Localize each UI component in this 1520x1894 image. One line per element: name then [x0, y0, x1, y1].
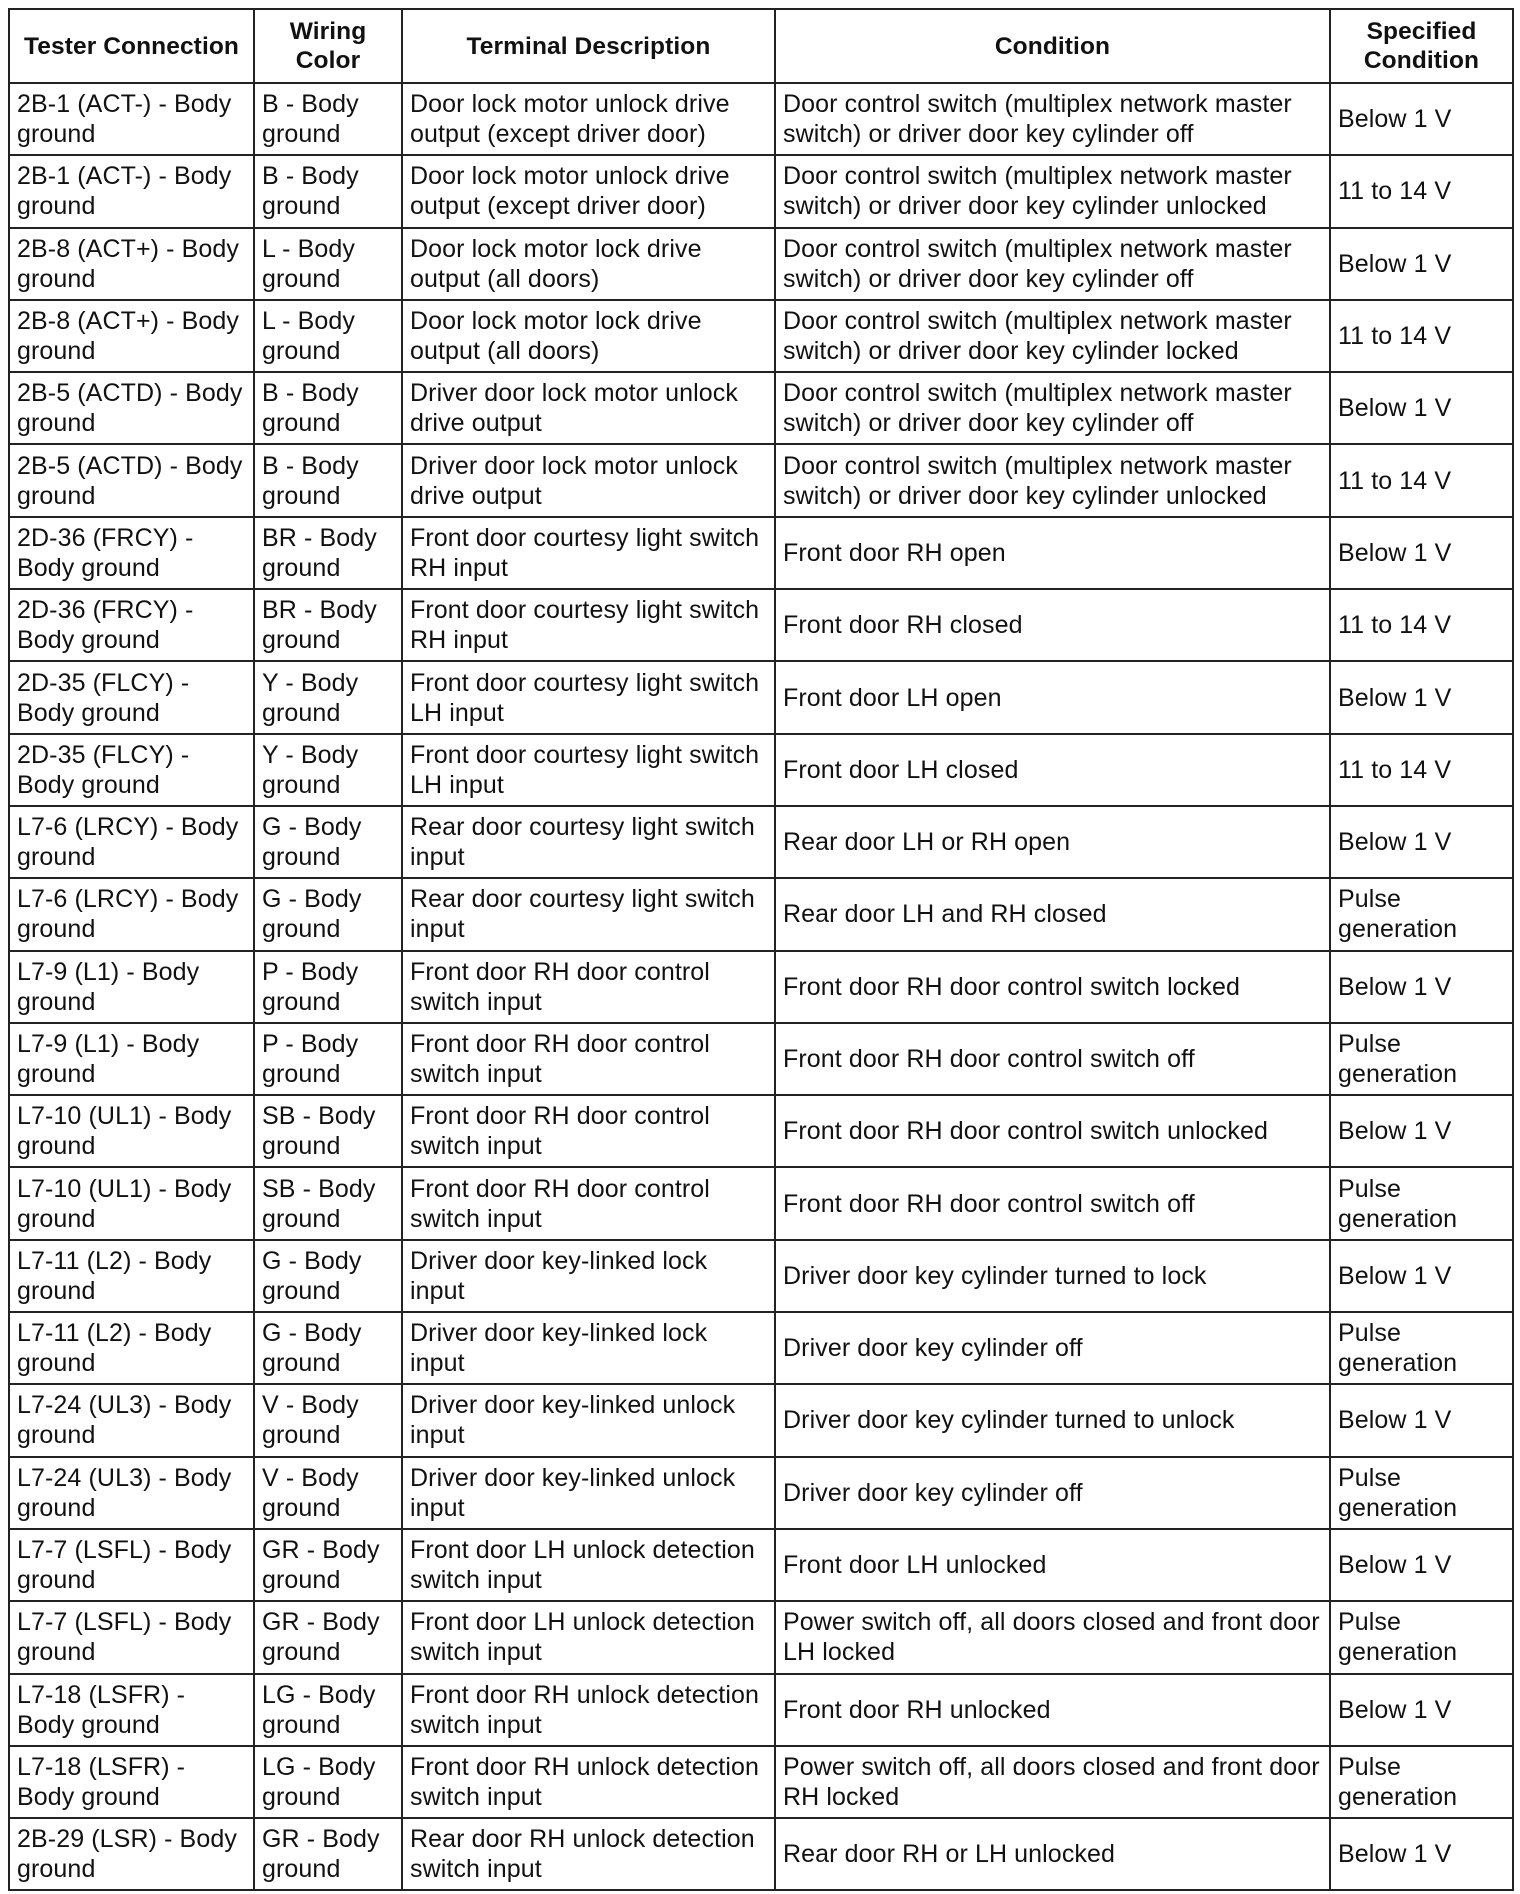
cell-tester-connection: L7-9 (L1) - Body ground — [9, 951, 254, 1023]
cell-specified-condition: Below 1 V — [1330, 83, 1513, 155]
table-row — [9, 372, 1513, 444]
cell-condition: Front door RH door control switch unlocked — [775, 1095, 1330, 1167]
table-row — [9, 517, 1513, 589]
cell-wiring-color: V - Body ground — [254, 1384, 402, 1456]
cell-condition: Front door LH unlocked — [775, 1529, 1330, 1601]
cell-tester-connection: 2D-35 (FLCY) - Body ground — [9, 734, 254, 806]
cell-tester-connection: L7-7 (LSFL) - Body ground — [9, 1529, 254, 1601]
table-row — [9, 1746, 1513, 1818]
cell-tester-connection: L7-9 (L1) - Body ground — [9, 1023, 254, 1095]
cell-wiring-color: Y - Body ground — [254, 734, 402, 806]
cell-tester-connection: L7-24 (UL3) - Body ground — [9, 1384, 254, 1456]
table-row — [9, 1384, 1513, 1456]
cell-tester-connection: 2D-36 (FRCY) - Body ground — [9, 589, 254, 661]
cell-specified-condition: Below 1 V — [1330, 372, 1513, 444]
cell-tester-connection: L7-6 (LRCY) - Body ground — [9, 806, 254, 878]
cell-terminal-description: Front door courtesy light switch LH input — [402, 661, 775, 733]
cell-condition: Rear door LH or RH open — [775, 806, 1330, 878]
cell-wiring-color: BR - Body ground — [254, 589, 402, 661]
cell-specified-condition: Below 1 V — [1330, 1240, 1513, 1312]
cell-condition: Driver door key cylinder off — [775, 1457, 1330, 1529]
cell-condition: Power switch off, all doors closed and front door RH locked — [775, 1746, 1330, 1818]
cell-terminal-description: Front door RH door control switch input — [402, 1167, 775, 1239]
cell-condition: Rear door RH or LH unlocked — [775, 1818, 1330, 1890]
cell-terminal-description: Front door RH door control switch input — [402, 1023, 775, 1095]
cell-terminal-description: Front door RH unlock detection switch input — [402, 1746, 775, 1818]
cell-tester-connection: L7-24 (UL3) - Body ground — [9, 1457, 254, 1529]
cell-wiring-color: B - Body ground — [254, 83, 402, 155]
cell-terminal-description: Driver door key-linked lock input — [402, 1240, 775, 1312]
table-row — [9, 1167, 1513, 1239]
cell-tester-connection: 2B-8 (ACT+) - Body ground — [9, 300, 254, 372]
cell-wiring-color: GR - Body ground — [254, 1529, 402, 1601]
cell-wiring-color: G - Body ground — [254, 1240, 402, 1312]
cell-specified-condition: 11 to 14 V — [1330, 589, 1513, 661]
cell-terminal-description: Driver door lock motor unlock drive output — [402, 372, 775, 444]
cell-specified-condition: Below 1 V — [1330, 1818, 1513, 1890]
cell-specified-condition: Below 1 V — [1330, 1529, 1513, 1601]
cell-tester-connection: L7-11 (L2) - Body ground — [9, 1240, 254, 1312]
cell-condition: Driver door key cylinder turned to unlock — [775, 1384, 1330, 1456]
table-row — [9, 661, 1513, 733]
cell-condition: Door control switch (multiplex network master switch) or driver door key cylinder unlocked — [775, 444, 1330, 516]
cell-terminal-description: Rear door courtesy light switch input — [402, 806, 775, 878]
cell-condition: Driver door key cylinder off — [775, 1312, 1330, 1384]
cell-condition: Door control switch (multiplex network master switch) or driver door key cylinder unlocked — [775, 155, 1330, 227]
cell-condition: Front door RH door control switch locked — [775, 951, 1330, 1023]
cell-terminal-description: Door lock motor lock drive output (all doors) — [402, 228, 775, 300]
column-header-terminal-description: Terminal Description — [402, 9, 775, 83]
cell-wiring-color: SB - Body ground — [254, 1167, 402, 1239]
cell-tester-connection: L7-10 (UL1) - Body ground — [9, 1167, 254, 1239]
cell-specified-condition: 11 to 14 V — [1330, 300, 1513, 372]
cell-specified-condition: 11 to 14 V — [1330, 444, 1513, 516]
cell-terminal-description: Door lock motor lock drive output (all doors) — [402, 300, 775, 372]
cell-wiring-color: SB - Body ground — [254, 1095, 402, 1167]
table-row — [9, 1240, 1513, 1312]
cell-specified-condition: Below 1 V — [1330, 661, 1513, 733]
cell-terminal-description: Front door LH unlock detection switch input — [402, 1601, 775, 1673]
table-row — [9, 1818, 1513, 1890]
cell-terminal-description: Front door courtesy light switch LH input — [402, 734, 775, 806]
cell-condition: Front door RH open — [775, 517, 1330, 589]
table-row — [9, 1457, 1513, 1529]
cell-terminal-description: Driver door lock motor unlock drive output — [402, 444, 775, 516]
column-header-condition: Condition — [775, 9, 1330, 83]
table-row — [9, 228, 1513, 300]
cell-terminal-description: Driver door key-linked unlock input — [402, 1457, 775, 1529]
cell-condition: Rear door LH and RH closed — [775, 878, 1330, 950]
cell-terminal-description: Front door RH door control switch input — [402, 951, 775, 1023]
table-row — [9, 83, 1513, 155]
cell-specified-condition: Pulse generation — [1330, 1167, 1513, 1239]
table-row — [9, 806, 1513, 878]
table-row — [9, 734, 1513, 806]
table-row — [9, 1312, 1513, 1384]
cell-condition: Front door RH unlocked — [775, 1674, 1330, 1746]
cell-specified-condition: Below 1 V — [1330, 806, 1513, 878]
cell-specified-condition: Pulse generation — [1330, 878, 1513, 950]
cell-terminal-description: Driver door key-linked unlock input — [402, 1384, 775, 1456]
cell-condition: Door control switch (multiplex network master switch) or driver door key cylinder off — [775, 372, 1330, 444]
cell-tester-connection: L7-7 (LSFL) - Body ground — [9, 1601, 254, 1673]
table-row — [9, 951, 1513, 1023]
cell-terminal-description: Rear door RH unlock detection switch input — [402, 1818, 775, 1890]
cell-tester-connection: 2B-5 (ACTD) - Body ground — [9, 372, 254, 444]
cell-tester-connection: L7-6 (LRCY) - Body ground — [9, 878, 254, 950]
cell-wiring-color: L - Body ground — [254, 300, 402, 372]
table-row — [9, 1095, 1513, 1167]
table-row — [9, 1023, 1513, 1095]
cell-condition: Door control switch (multiplex network master switch) or driver door key cylinder locked — [775, 300, 1330, 372]
cell-tester-connection: 2B-1 (ACT-) - Body ground — [9, 155, 254, 227]
column-header-specified-condition: Specified Condition — [1330, 9, 1513, 83]
cell-tester-connection: L7-18 (LSFR) - Body ground — [9, 1674, 254, 1746]
cell-wiring-color: G - Body ground — [254, 1312, 402, 1384]
table-row — [9, 1529, 1513, 1601]
cell-condition: Front door RH door control switch off — [775, 1167, 1330, 1239]
cell-condition: Front door LH open — [775, 661, 1330, 733]
table-row — [9, 155, 1513, 227]
cell-condition: Door control switch (multiplex network master switch) or driver door key cylinder off — [775, 228, 1330, 300]
cell-specified-condition: Pulse generation — [1330, 1457, 1513, 1529]
cell-specified-condition: 11 to 14 V — [1330, 155, 1513, 227]
cell-terminal-description: Door lock motor unlock drive output (except driver door) — [402, 155, 775, 227]
cell-wiring-color: B - Body ground — [254, 372, 402, 444]
cell-tester-connection: 2B-8 (ACT+) - Body ground — [9, 228, 254, 300]
cell-wiring-color: BR - Body ground — [254, 517, 402, 589]
cell-terminal-description: Front door LH unlock detection switch input — [402, 1529, 775, 1601]
cell-tester-connection: L7-10 (UL1) - Body ground — [9, 1095, 254, 1167]
cell-wiring-color: G - Body ground — [254, 806, 402, 878]
cell-wiring-color: GR - Body ground — [254, 1818, 402, 1890]
cell-specified-condition: Below 1 V — [1330, 1095, 1513, 1167]
cell-wiring-color: GR - Body ground — [254, 1601, 402, 1673]
cell-wiring-color: LG - Body ground — [254, 1674, 402, 1746]
cell-terminal-description: Front door courtesy light switch RH input — [402, 589, 775, 661]
cell-wiring-color: B - Body ground — [254, 155, 402, 227]
table-row — [9, 444, 1513, 516]
cell-specified-condition: Below 1 V — [1330, 228, 1513, 300]
cell-specified-condition: Below 1 V — [1330, 517, 1513, 589]
cell-specified-condition: Pulse generation — [1330, 1746, 1513, 1818]
table-row — [9, 589, 1513, 661]
table-row — [9, 1674, 1513, 1746]
table-row — [9, 1601, 1513, 1673]
cell-terminal-description: Front door courtesy light switch RH input — [402, 517, 775, 589]
cell-condition: Power switch off, all doors closed and front door LH locked — [775, 1601, 1330, 1673]
cell-tester-connection: 2D-36 (FRCY) - Body ground — [9, 517, 254, 589]
cell-specified-condition: Below 1 V — [1330, 1384, 1513, 1456]
cell-terminal-description: Front door RH unlock detection switch input — [402, 1674, 775, 1746]
table-container — [8, 8, 1514, 1891]
cell-tester-connection: 2B-29 (LSR) - Body ground — [9, 1818, 254, 1890]
cell-terminal-description: Door lock motor unlock drive output (except driver door) — [402, 83, 775, 155]
cell-condition: Front door RH closed — [775, 589, 1330, 661]
cell-wiring-color: B - Body ground — [254, 444, 402, 516]
cell-specified-condition: Pulse generation — [1330, 1601, 1513, 1673]
table-row — [9, 300, 1513, 372]
cell-specified-condition: Pulse generation — [1330, 1312, 1513, 1384]
cell-wiring-color: P - Body ground — [254, 1023, 402, 1095]
cell-wiring-color: V - Body ground — [254, 1457, 402, 1529]
cell-condition: Front door RH door control switch off — [775, 1023, 1330, 1095]
cell-tester-connection: L7-18 (LSFR) - Body ground — [9, 1746, 254, 1818]
cell-wiring-color: G - Body ground — [254, 878, 402, 950]
cell-wiring-color: LG - Body ground — [254, 1746, 402, 1818]
header-row — [9, 9, 1513, 83]
table-header — [9, 9, 1513, 83]
cell-tester-connection: 2B-1 (ACT-) - Body ground — [9, 83, 254, 155]
cell-specified-condition: Below 1 V — [1330, 1674, 1513, 1746]
terminal-check-table — [8, 8, 1514, 1891]
cell-terminal-description: Rear door courtesy light switch input — [402, 878, 775, 950]
cell-specified-condition: 11 to 14 V — [1330, 734, 1513, 806]
table-row — [9, 878, 1513, 950]
cell-terminal-description: Driver door key-linked lock input — [402, 1312, 775, 1384]
cell-tester-connection: 2D-35 (FLCY) - Body ground — [9, 661, 254, 733]
cell-wiring-color: P - Body ground — [254, 951, 402, 1023]
column-header-wiring-color: Wiring Color — [254, 9, 402, 83]
cell-terminal-description: Front door RH door control switch input — [402, 1095, 775, 1167]
cell-specified-condition: Below 1 V — [1330, 951, 1513, 1023]
table-body — [9, 83, 1513, 1890]
cell-condition: Driver door key cylinder turned to lock — [775, 1240, 1330, 1312]
cell-tester-connection: L7-11 (L2) - Body ground — [9, 1312, 254, 1384]
column-header-tester-connection: Tester Connection — [9, 9, 254, 83]
cell-condition: Front door LH closed — [775, 734, 1330, 806]
cell-condition: Door control switch (multiplex network master switch) or driver door key cylinder off — [775, 83, 1330, 155]
cell-wiring-color: Y - Body ground — [254, 661, 402, 733]
cell-tester-connection: 2B-5 (ACTD) - Body ground — [9, 444, 254, 516]
cell-wiring-color: L - Body ground — [254, 228, 402, 300]
cell-specified-condition: Pulse generation — [1330, 1023, 1513, 1095]
